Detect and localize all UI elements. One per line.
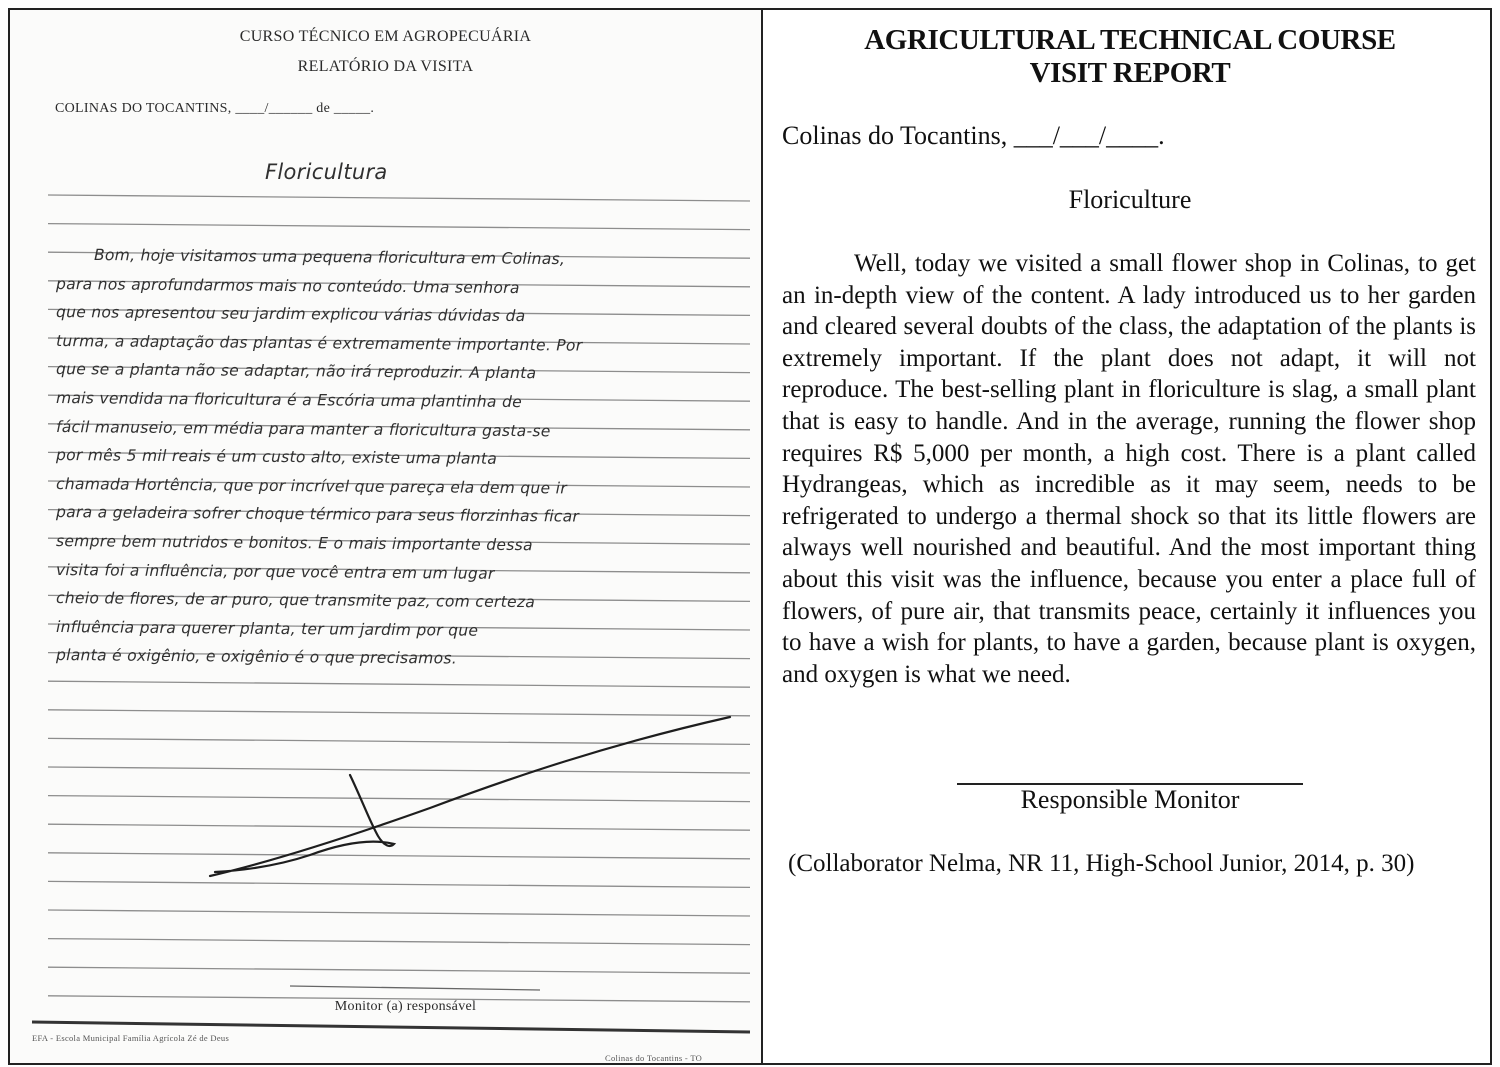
handwritten-line: por mês 5 mil reais é um custo alto, existe uma planta [55, 446, 498, 469]
handwritten-line: turma, a adaptação das plantas é extremamente importante. Por [55, 331, 583, 355]
handwritten-line: para a geladeira sofrer choque térmico para seus florzinhas ficar [55, 503, 580, 526]
handwritten-line: visita foi a influência, por que você entra em um lugar [55, 560, 495, 583]
handwritten-line: mais vendida na floricultura é a Escória uma plantinha de [55, 389, 523, 412]
report-monitor-label: Responsible Monitor [1020, 785, 1240, 814]
panel-divider [761, 8, 763, 1065]
handwritten-line: para nos aprofundarmos mais no conteúdo. Uma senhora [55, 274, 520, 297]
handwritten-line: que nos apresentou seu jardim explicou várias dúvidas da [55, 303, 526, 326]
handwritten-line: cheio de flores, de ar puro, que transmite paz, com certeza [55, 589, 536, 612]
report-title-course: AGRICULTURAL TECHNICAL COURSE [864, 24, 1396, 56]
page-frame [8, 8, 1492, 1065]
scan-header-report: RELATÓRIO DA VISITA [297, 58, 474, 75]
report-place-date: Colinas do Tocantins, ___/___/____. [782, 121, 1165, 150]
scan-header-course: CURSO TÉCNICO EM AGROPECUÁRIA [239, 28, 532, 45]
handwritten-line: influência para querer planta, ter um jardim por que [55, 617, 479, 640]
handwritten-line: fácil manuseio, em média para manter a floricultura gasta-se [55, 417, 551, 440]
scan-footer-city: Colinas do Tocantins - TO [605, 1053, 703, 1063]
report-body: Well, today we visited a small flower shop in Colinas, to get an in-depth view of the content. A lady introduced us to her garden and cleared several doubts of the class, the adaptation of the plants is extremely important. If the plant does not adapt, it will not reproduce. The best-selling plant in floriculture is slag, a small plant that is easy to handle. And in the average, running the flower shop requires R$ 5,000 per month, a high cost. There is a plant called Hydrangeas, which as incredible as it may seem, needs to be refrigerated to undergo a thermal shock so that its little flowers are always well nourished and beautiful. And the most important thing about this visit was the influence, because you enter a place full of flowers, of pure air, that transmits peace, certainly it influences you to have a wish for plants, to have a garden, because plant is oxygen, and oxygen is what we need. [782, 250, 1476, 688]
scan-place-date: COLINAS DO TOCANTINS, ____/______ de _____. [55, 101, 375, 116]
handwritten-line: Bom, hoje visitamos uma pequena floricultura em Colinas, [93, 246, 566, 269]
report-citation: (Collaborator Nelma, NR 11, High-School Junior, 2014, p. 30) [788, 850, 1415, 877]
report-topic: Floriculture [1068, 185, 1192, 214]
scan-monitor-label: Monitor (a) responsável [334, 999, 477, 1014]
handwritten-line: planta é oxigênio, e oxigênio é o que precisamos. [55, 646, 458, 668]
handwritten-line: chamada Hortência, que por incrível que pareça ela dem que ir [55, 474, 568, 498]
report-title-visit: VISIT REPORT [1029, 57, 1231, 89]
scan-handwritten-title: Floricultura [265, 160, 388, 184]
handwritten-line: sempre bem nutridos e bonitos. E o mais importante dessa [55, 532, 533, 555]
scan-footer-school: EFA - Escola Municipal Família Agrícola Zé de Deus [32, 1033, 230, 1043]
handwritten-line: que se a planta não se adaptar, não irá reproduzir. A planta [55, 360, 537, 383]
